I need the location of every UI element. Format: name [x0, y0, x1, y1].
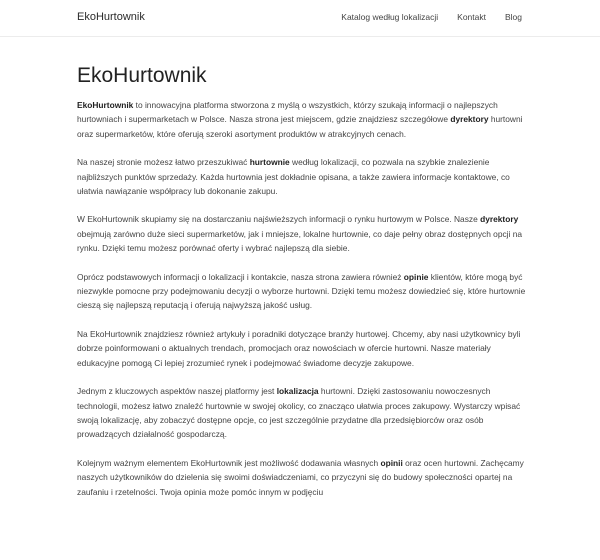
main-content	[77, 64, 527, 513]
emphasized-keyword: dyrektory	[450, 114, 489, 125]
paragraph: Kolejnym ważnym elementem EkoHurtownik jest możliwość dodawania własnych opinii oraz ocen hurtowni. Zachęcamy naszych użytkowników do dzielenia się swoimi doświadczeniami, co przyczyni się do budowy społeczności opartej na zaufaniu i rzetelności. Twoja opinia może pomóc innym w podjęciu	[77, 457, 524, 497]
article-body	[77, 98, 527, 499]
paragraph: Na naszej stronie możesz łatwo przeszukiwać hurtownie według lokalizacji, co pozwala na szybkie znalezienie najbliższych punktów sprzedaży. Każda hurtownia jest dokładnie opisana, a także zawiera informacje kontaktowe, co ułatwia nawiązanie współpracy lub dokonanie zakupu.	[77, 157, 510, 197]
emphasized-keyword: lokalizacja	[276, 386, 319, 397]
nav-link-contact[interactable]: Kontakt	[457, 12, 486, 22]
emphasized-keyword: opinii	[380, 457, 403, 468]
emphasized-keyword: hurtownie	[249, 157, 290, 168]
paragraph: EkoHurtownik to innowacyjna platforma stworzona z myślą o wszystkich, którzy szukają informacji o najlepszych hurtowniach i supermarketach w Polsce. Nasza strona jest miejscem, gdzie znajdziesz szczegółowe dyrektory hurtowni oraz supermarketów, które oferują szeroki asortyment produktów w atrakcyjnych cenach.	[77, 100, 523, 139]
paragraph: Na EkoHurtownik znajdziesz również artykuły i poradniki dotyczące branży hurtowej. Chcemy, aby nasi użytkownicy byli dobrze poinformowani o aktualnych trendach, promocjach oraz nowościach w ofercie hurtowni. Nasze materiały edukacyjne pomogą Ci lepiej zrozumieć rynek i podejmować świadome decyzje zakupowe.	[77, 328, 521, 368]
main-nav	[341, 12, 522, 22]
page-title: EkoHurtownik	[77, 64, 207, 87]
site-header	[0, 0, 600, 37]
site-logo-link[interactable]: EkoHurtownik	[77, 11, 145, 23]
emphasized-keyword: EkoHurtownik	[77, 100, 134, 110]
nav-link-catalog[interactable]: Katalog według lokalizacji	[341, 12, 439, 22]
emphasized-keyword: dyrektory	[480, 214, 519, 225]
emphasized-keyword: opinie	[403, 271, 429, 282]
paragraph: W EkoHurtownik skupiamy się na dostarczaniu najświeższych informacji o rynku hurtowym w Polsce. Nasze dyrektory obejmują zarówno duże sieci supermarketów, jak i mniejsze, lokalne hurtownie, co daje pełny obraz dostępnych opcji na rynku. Dzięki temu możesz porównać oferty i wybrać najlepszą dla siebie.	[77, 214, 523, 254]
paragraph: Jednym z kluczowych aspektów naszej platformy jest lokalizacja hurtowni. Dzięki zastosowaniu nowoczesnych technologii, możesz łatwo znaleźć hurtownie w swojej okolicy, co znacząco ułatwia proces zakupowy. Wystarczy wpisać swoją lokalizację, aby zobaczyć dostępne opcje, co jest szczególnie przydatne dla przedsiębiorców oraz osób prowadzących działalność gospodarczą.	[77, 386, 521, 440]
nav-link-blog[interactable]: Blog	[504, 12, 522, 22]
paragraph: Oprócz podstawowych informacji o lokalizacji i kontakcie, nasza strona zawiera również opinie klientów, które mogą być niezwykle pomocne przy podejmowaniu decyzji o wyborze hurtowni. Dzięki temu możesz dowiedzieć się, które hurtownie cieszą się najlepszą reputacją i oferują najwyższą jakość usług.	[77, 271, 526, 311]
